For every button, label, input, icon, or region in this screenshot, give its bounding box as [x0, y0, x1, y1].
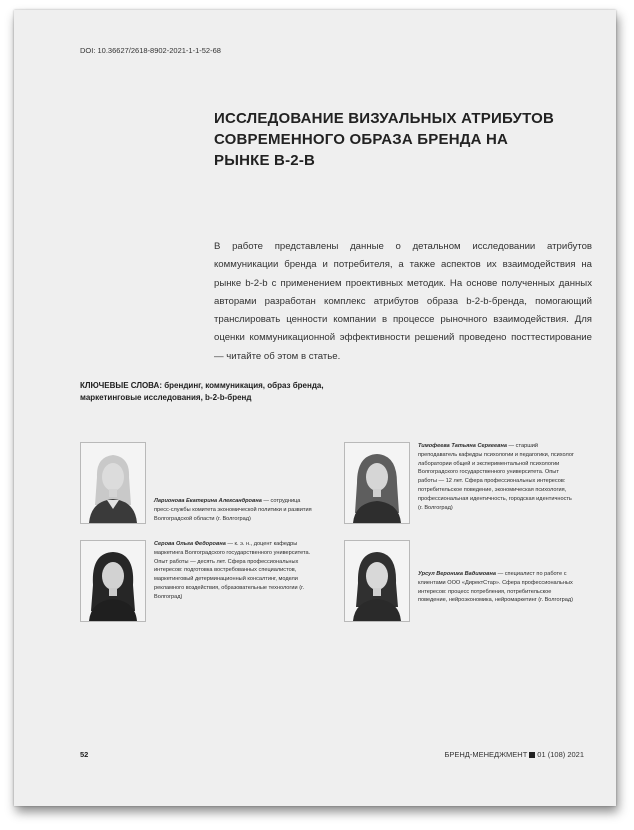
- square-separator-icon: [529, 752, 535, 758]
- author-description: — специалист по работе с клиентами ООО «ДиректСтар». Сфера профессиональных интересов: процесс потребления, потребительское поведение, нейроэкономика, нейромаркетинг (г. Волгоград): [418, 571, 573, 604]
- issue-number: 01 (108) 2021: [537, 750, 584, 759]
- author-name: Тимофеева Татьяна Сергеевна: [418, 443, 507, 449]
- author-bio-serova: [154, 540, 312, 602]
- author-description: — старший преподаватель кафедры психологии и педагогики, психолог лаборатории общей и экспериментальной психологии Волгоградского государственного университета. Опыт работы — 12 лет. Сфера профессиональных интересов: потребительское поведение, экономическая психология, профессиональная идентичность, городская идентичность (г. Волгоград): [418, 443, 574, 511]
- author-photo-ursul: [344, 540, 410, 622]
- author-photo-serova: [80, 540, 146, 622]
- author-photo-larionova: [80, 442, 146, 524]
- author-bio-timofeeva: [418, 442, 576, 512]
- portrait-photo: [81, 541, 145, 621]
- author-photo-timofeeva: [344, 442, 410, 524]
- author-bio-larionova: [154, 497, 312, 523]
- author-description: — к. э. н., доцент кафедры маркетинга Волгоградского государственного университета. Опыт работы — десять лет. Сфера профессиональных интересов: подготовка востребованных специалистов, маркетинговый детерминационный консалтинг, модели рекламного воздействия, образовательные технологии (г. Волгоград): [154, 541, 311, 600]
- portrait-photo: [345, 443, 409, 523]
- author-bio-ursul: [418, 570, 576, 605]
- author-description: — сотрудница пресс-службы комитета экономической политики и развития Волгоградской области (г. Волгоград): [154, 498, 312, 522]
- author-name: Серова Ольга Федоровна: [154, 541, 226, 547]
- portrait-photo: [345, 541, 409, 621]
- journal-name: БРЕНД-МЕНЕДЖМЕНТ: [444, 750, 528, 759]
- portrait-photo: [81, 443, 145, 523]
- doi: DOI: 10.36627/2618-8902-2021-1-1-52-68: [80, 46, 221, 55]
- keywords: КЛЮЧЕВЫЕ СЛОВА: брендинг, коммуникация, образ бренда, маркетинговые исследования, b-2-b-бренд: [80, 381, 324, 402]
- author-name: Ларионова Екатерина Александровна: [154, 498, 262, 504]
- journal-footer: [444, 750, 584, 759]
- journal-page: [14, 10, 616, 806]
- author-name: Урсул Вероника Вадимовна: [418, 571, 497, 577]
- page-number: 52: [80, 750, 89, 759]
- abstract: В работе представлены данные о детальном исследовании атрибутов коммуникации бренда и потребителя, а также аспектов их взаимодействия на рынке b-2-b с применением проективных методик. На основе полученных данных авторами разработан комплекс атрибутов образа b-2-b-бренда, помогающий транслировать ценности компании в процессе рыночного взаимодействия. Для оценки коммуникационной эффективности решений проведено посттестирование — читайте об этом в статье.: [214, 241, 592, 362]
- article-title: ИССЛЕДОВАНИЕ ВИЗУАЛЬНЫХ АТРИБУТОВ СОВРЕМЕННОГО ОБРАЗА БРЕНДА НА РЫНКЕ B-2-B: [214, 110, 554, 169]
